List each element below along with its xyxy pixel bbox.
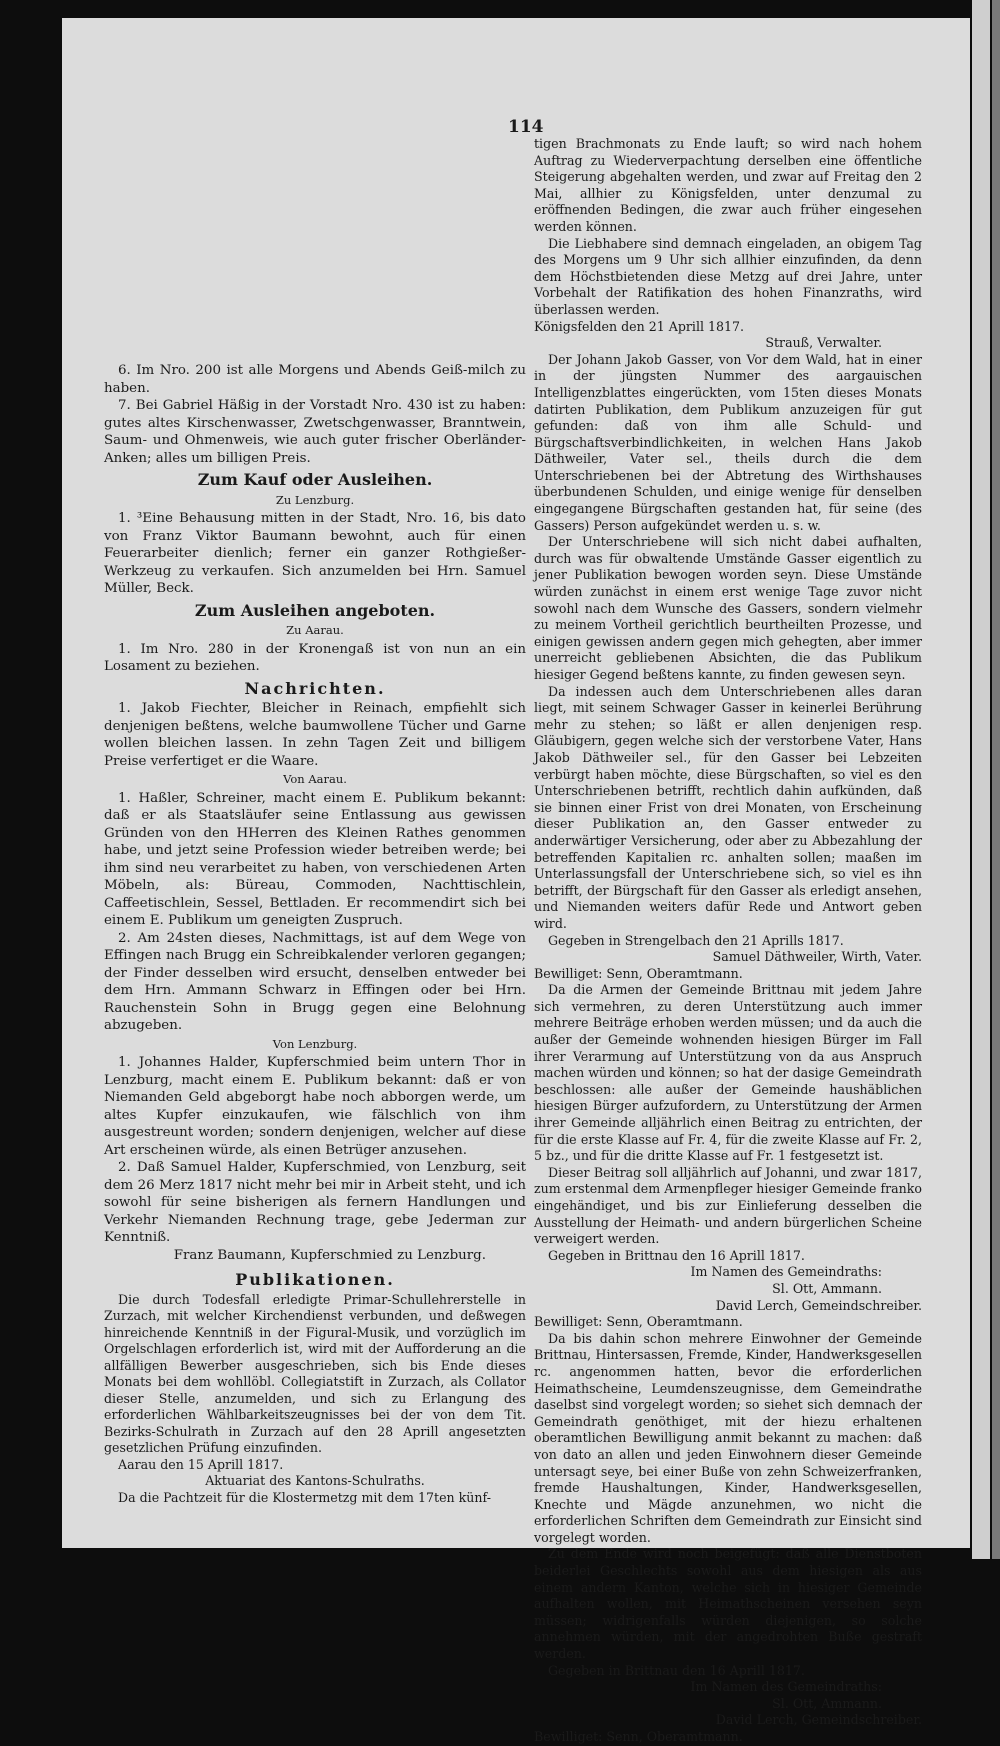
notice-item: 7. Bei Gabriel Häßig in der Vorstadt Nro. 430 ist zu haben: gutes altes Kirschenwasser, Zwetschgenwasser, Branntwein, Saum- und Ohmenweis, wie auch guter frischer Oberländer-Anken; alles um billigen Preis. <box>104 398 526 466</box>
publication-text: Da die Pachtzeit für die Klostermetzg mit dem 17ten künf- <box>118 1489 491 1505</box>
publication-text: Die Liebhabere sind demnach eingeladen, an obigem Tag des Morgens um 9 Uhr sich allhier einzufinden, da denn dem Höchstbietenden diese Metzg auf drei Jahre, unter Vorbehalt der Ratifikation des hohen Finanzraths, wird überlassen werden. <box>534 235 922 317</box>
signature: Sl. Ott, Ammann. <box>772 1280 882 1296</box>
signature: Im Namen des Gemeindraths: <box>690 1679 882 1695</box>
place-label: Von Lenzburg. <box>272 1036 358 1051</box>
publication-text: Dieser Beitrag soll alljährlich auf Johanni, und zwar 1817, zum erstenmal dem Armenpfleger hiesiger Gemeinde franko eingehändiget, und bis zur Einlieferung desselben die Ausstellung der Heimath- und andern bürgerlichen Scheine verweigert werden. <box>534 1164 922 1247</box>
signature: David Lerch, Gemeindschreiber. <box>715 1712 922 1728</box>
approval-line: Bewilliget: Senn, Oberamtmann. <box>534 1314 743 1330</box>
place-label: Zu Lenzburg. <box>275 492 355 507</box>
publication-text: Da bis dahin schon mehrere Einwohner der Gemeinde Brittnau, Hintersassen, Fremde, Kinder, Handwerksgesellen rc. angenommen hatten, bevor die erforderlichen Heimathscheine, Leumdenszeugnisse, dem Gemeindrathe daselbst sind vorgelegt worden; so siehet sich demnach der Gemeindrath genöthiget, mit der hiezu erhaltenen oberamtlichen Bewilligung anmit bekannt zu machen: daß von dato an allen und jeden Einwohnern dieser Gemeinde untersagt seye, bei einer Buße von zehn Schweizerfranken, fremde Haushaltungen, Kinder, Handwerksgesellen, Knechte und Mägde anzunehmen, wo nicht die erforderlichen Schriften dem Gemeindrath zur Einsicht sind vorgelegt worden. <box>534 1330 922 1545</box>
next-page-edge <box>972 0 990 1559</box>
signature: Sl. Ott, Ammann. <box>772 1695 882 1711</box>
publication-text: Der Johann Jakob Gasser, von Vor dem Wald, hat in einer in der jüngsten Nummer des aargauischen Intelligenzblattes eingerückten, vom 15ten dieses Monats datirten Publikation, dem Publikum anzuzeigen für gut gefunden: daß von ihm alle Schuld- und Bürgschaftsverbindlichkeiten, in welchen Hans Jakob Däthweiler, Vater sel., theils durch die dem Unterschriebenen bei der Abtretung des Wirthshauses überbundenen Schulden, und einige wenige für denselben eingegangene Bürgschaften gestanden hat, für seine (des Gassers) Person aufgekündet werden u. s. w. <box>534 351 922 533</box>
section-heading-ausleihen: Zum Ausleihen angeboten. <box>194 600 436 620</box>
signature: Im Namen des Gemeindraths: <box>690 1264 882 1280</box>
notice-item: 1. Jakob Fiechter, Bleicher in Reinach, empfiehlt sich denjenigen beßtens, welche baumwollene Tücher und Garne wollen bleichen lassen. In zehn Tagen Zeit und billigem Preise verfertiget er die Waare. <box>104 701 526 769</box>
signature: Franz Baumann, Kupferschmied zu Lenzburg. <box>173 1247 486 1263</box>
page-number: 114 <box>508 117 544 137</box>
section-heading-nachrichten: Nachrichten. <box>244 678 386 698</box>
date-line: Gegeben in Brittnau den 16 Aprill 1817. <box>548 1247 805 1263</box>
notice-item: 2. Daß Samuel Halder, Kupferschmied, von Lenzburg, seit dem 26 Merz 1817 nicht mehr bei mir in Arbeit steht, und ich sowohl für seine bisherigen als fernern Handlungen und Verkehr Niemanden Rechnung trage, gebe Jederman zur Kenntniß. <box>104 1160 526 1245</box>
publication-text: Zu dem Ende wird noch beigefügt: daß alle Dienstboten beiderlei Geschlechts sowohl aus dem hiesigen als aus einem andern Kanton, welche sich in hiesiger Gemeinde aufhalten wollen, mit Heimathscheinen versehen seyn müssen; widrigenfalls würden diejenigen, so solche annehmen würden, mit der angedrohten Buße gestraft werden. <box>534 1546 922 1662</box>
page-shadow <box>992 0 1000 1559</box>
approval-line: Bewilliget: Senn, Oberamtmann. <box>534 965 743 981</box>
notice-item: 1. Johannes Halder, Kupferschmied beim untern Thor in Lenzburg, macht einem E. Publikum bekannt: daß er von Niemanden Geld abgeborgt habe noch abborgen werde, um altes Kupfer einzukaufen, wie fälschlich von ihm ausgestreunt worden; sondern denjenigen, welcher auf diese Art erscheinen würde, als einen Betrüger anzusehen. <box>104 1055 526 1158</box>
date-line: Königsfelden den 21 Aprill 1817. <box>534 318 745 334</box>
publication-text: Da die Armen der Gemeinde Brittnau mit jedem Jahre sich vermehren, zu deren Unterstützung auch immer mehrere Beiträge erhoben werden müssen; und da auch die außer der Gemeinde wohnenden hiesigen Bürger im Fall ihrer Verarmung auf Unterstützung von da aus Anspruch machen würden und können; so hat der dasige Gemeindrath beschlossen: alle außer der Gemeinde haushäblichen hiesigen Bürger aufzufordern, zu Unterstützung der Armen ihrer Gemeinde alljährlich einen Beitrag zu entrichten, der für die erste Klasse auf Fr. 4, für die zweite Klasse auf Fr. 2, 5 bz., und für die dritte Klasse auf Fr. 1 festgesetzt ist. <box>534 982 922 1164</box>
signature: Aktuariat des Kantons-Schulraths. <box>205 1473 425 1488</box>
notice-item: 2. Am 24sten dieses, Nachmittags, ist auf dem Wege von Effingen nach Brugg ein Schreibkalender verloren gegangen; der Finder desselben wird ersucht, denselben entweder bei dem Hrn. Ammann Schwarz in Effingen oder bei Hrn. Rauchenstein Sohn in Brugg gegen eine Belohnung abzugeben. <box>104 930 526 1033</box>
left-column-publications <box>104 1268 526 1506</box>
publication-text: Da indessen auch dem Unterschriebenen alles daran liegt, mit seinem Schwager Gasser in keinerlei Berührung mehr zu stehen; so läßt er allen denjenigen resp. Gläubigern, gegen welche sich der verstorbene Vater, Hans Jakob Däthweiler sel., für den Gasser bei Lebzeiten verbürgt haben möchte, diese Bürgschaften, so viel es den Unterschriebenen betrifft, rechtlich dahin aufkünden, daß sie binnen einer Frist von drei Monaten, von Erscheinung dieser Publikation an, den Gasser entweder zu anderwärtiger Versicherung, oder aber zu Abbezahlung der betreffenden Kapitalien rc. anhalten sollen; maaßen im Unterlassungsfall der Unterschriebene sich, so viel es ihn betrifft, der Bürgschaft für den Gasser als erledigt ansehen, und Niemanden weiters dafür Rede und Antwort geben wird. <box>534 683 922 931</box>
notice-item: 1. Im Nro. 280 in der Kronengaß ist von nun an ein Losament zu beziehen. <box>104 641 526 674</box>
section-heading-kauf: Zum Kauf oder Ausleihen. <box>197 470 433 489</box>
signature: David Lerch, Gemeindschreiber. <box>715 1297 922 1313</box>
date-line: Aarau den 15 Aprill 1817. <box>118 1456 284 1472</box>
left-column <box>104 362 526 1264</box>
notice-item: 1. Haßler, Schreiner, macht einem E. Publikum bekannt: daß er als Staatsläufer seine Entlassung aus gewissen Gründen von den HHerren des Kleinen Rathes genommen habe, und jetzt seine Profession wieder betreiben werde; bei ihm sind neu verarbeitet zu haben, von verschiedenen Arten Möbeln, als: Büreau, Commoden, Nachttischlein, Caffeetischlein, Sessel, Bettladen. Er recommendirt sich bei einem E. Publikum um geneigten Zuspruch. <box>104 790 526 928</box>
date-line: Gegeben in Brittnau den 16 Aprill 1817. <box>548 1662 805 1678</box>
notice-item: 1. ³Eine Behausung mitten in der Stadt, Nro. 16, bis dato von Franz Viktor Baumann bewohnt, auch für einen Feuerarbeiter dienlich; ferner ein ganzer Rothgießer-Werkzeug zu verkaufen. Sich anzumelden bei Hrn. Samuel Müller, Beck. <box>104 511 526 596</box>
right-column <box>534 136 922 1746</box>
signature: Strauß, Verwalter. <box>765 335 882 351</box>
date-line: Gegeben in Strengelbach den 21 Aprills 1817. <box>548 932 844 948</box>
place-label: Von Aarau. <box>283 772 347 786</box>
publication-text: Die durch Todesfall erledigte Primar-Schullehrerstelle in Zurzach, mit welcher Kirchendienst verbunden, und deßwegen hinreichende Kenntniß in der Figural-Musik, und vorzüglich im Orgelschlagen erforderlich ist, wird mit der Aufforderung an die allfälligen Bewerber ausgeschrieben, sich bis Ende dieses Monats bei dem wohllöbl. Collegiatstift in Zurzach, als Collator dieser Stelle, anzumelden, und sich zu Erlangung des erforderlichen Wählbarkeitszeugnisses bei der von dem Tit. Bezirks-Schulrath in Zurzach auf den 28 Aprill angesetzten gesetzlichen Prüfung einzufinden. <box>104 1291 526 1455</box>
section-heading-publikationen: Publikationen. <box>235 1270 395 1289</box>
publication-text: tigen Brachmonats zu Ende lauft; so wird nach hohem Auftrag zu Wiederverpachtung derselben eine öffentliche Steigerung abgehalten werden, und zwar auf Freitag den 2 Mai, allhier zu Königsfelden, unter denzumal zu eröffnenden Bedingen, die zwar auch früher eingesehen werden können. <box>534 136 922 234</box>
place-label: Zu Aarau. <box>286 623 344 637</box>
approval-line: Bewilliget: Senn, Oberamtmann. <box>534 1729 743 1744</box>
signature: Samuel Däthweiler, Wirth, Vater. <box>712 949 922 965</box>
notice-item: 6. Im Nro. 200 ist alle Morgens und Abends Geiß-milch zu haben. <box>104 363 526 396</box>
publication-text: Der Unterschriebene will sich nicht dabei aufhalten, durch was für obwaltende Umstände Gasser eigentlich zu jener Publikation bewogen worden seyn. Diese Umstände würden zunächst in einem erst wenige Tage zuvor nicht sowohl nach dem Wunsche des Gassers, sondern vielmehr zu meinem Vortheil gerichtlich beurtheilten Prozesse, und einigen gewissen andern gegen mich gehegten, aber immer unerreicht gebliebenen Absichten, die das Publikum hiesiger Gegend beßtens kannte, zu finden gewesen seyn. <box>534 534 922 682</box>
